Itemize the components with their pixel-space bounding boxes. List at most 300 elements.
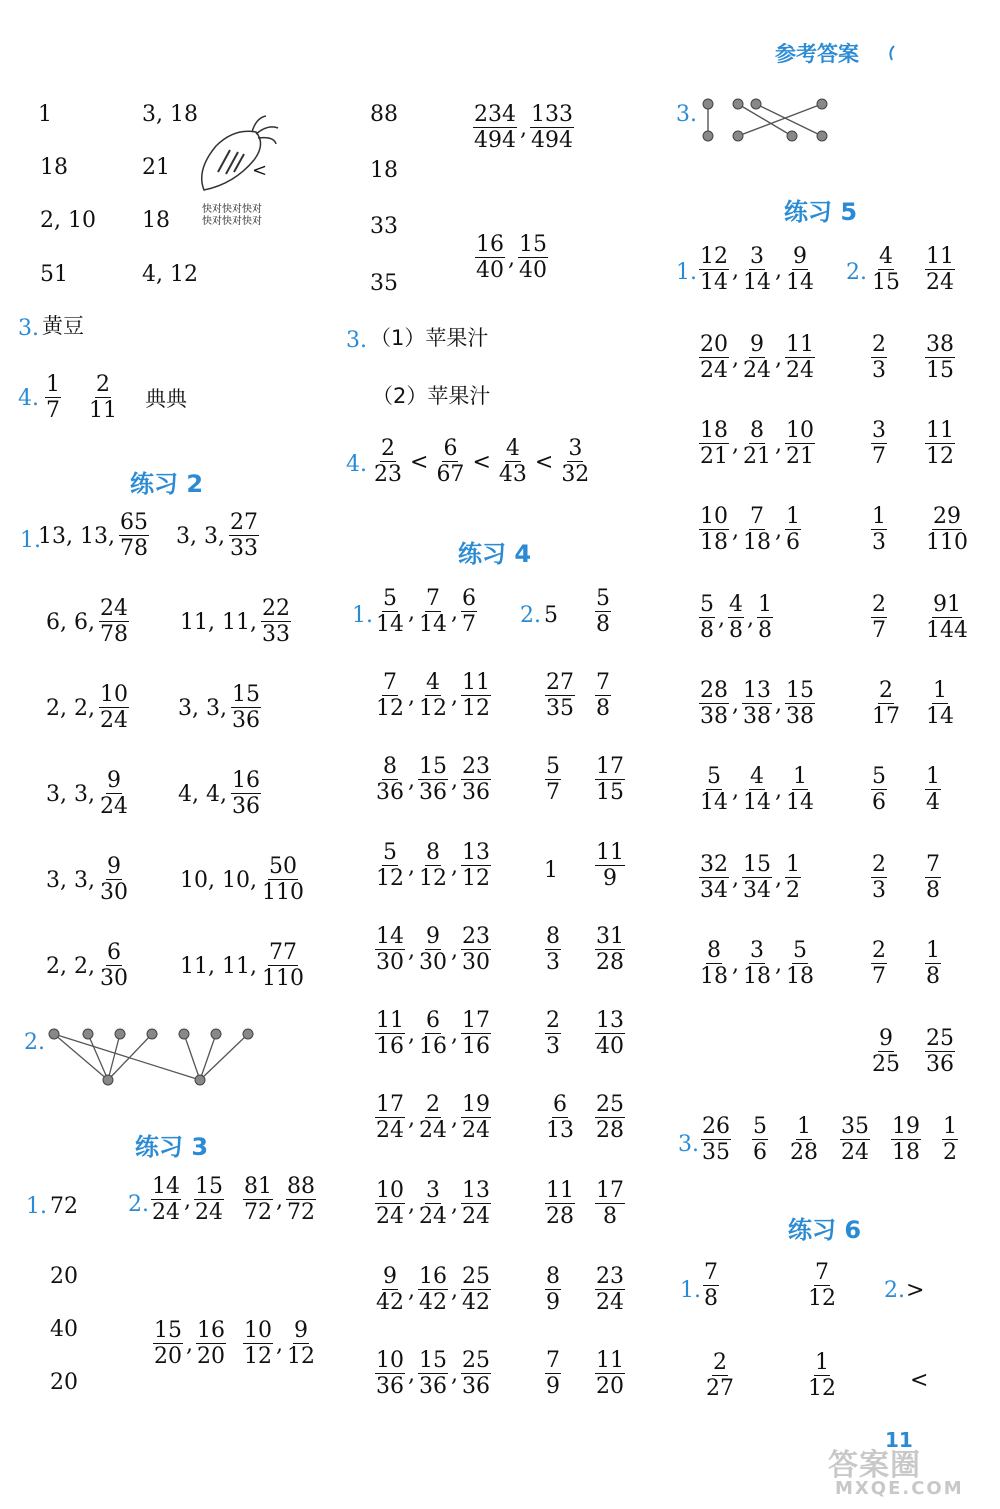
- less-than-sign: <: [410, 449, 429, 475]
- fraction: $\frac{9}{24}$: [99, 768, 128, 819]
- section-title-ex4: 练习 4: [458, 540, 532, 568]
- ex2-prefix: 2, 2,: [46, 953, 95, 979]
- fraction: $\frac{5}{14}$: [700, 764, 728, 815]
- fraction: $\frac{1}{28}$: [790, 1114, 818, 1165]
- fraction: $\frac{15}{38}$: [786, 678, 814, 729]
- ex4-row-d: [594, 1350, 626, 1398]
- ex4-row-d: [594, 1010, 626, 1058]
- fraction: $\frac{11}{12}$: [462, 670, 490, 721]
- fraction: $\frac{16}{20}$: [197, 1318, 225, 1369]
- fraction: $\frac{20}{24}$: [700, 332, 728, 383]
- c1-q3-answer: 黄豆: [42, 314, 84, 338]
- ex2-row-b: [176, 512, 260, 560]
- ex4-row-d: [594, 1094, 626, 1142]
- ex5-row-fracs: [698, 766, 816, 814]
- ex2-q1-num: 1.: [20, 528, 41, 553]
- fraction: $\frac{11}{20}$: [596, 1348, 624, 1399]
- ex4-row-c: [544, 1010, 562, 1058]
- fraction: $\frac{6}{67}$: [436, 436, 465, 487]
- fraction: $\frac{50}{110}$: [261, 854, 304, 905]
- fraction: $\frac{2}{11}$: [89, 372, 117, 423]
- c1-q3-num: 3.: [18, 316, 39, 341]
- fraction: $\frac{15}{24}$: [195, 1174, 223, 1225]
- fraction: $\frac{2}{3}$: [872, 852, 886, 903]
- ex6-row1-b: [806, 1262, 838, 1310]
- fraction: $\frac{1}{2}$: [943, 1114, 957, 1165]
- fraction: $\frac{8}{12}$: [419, 840, 447, 891]
- fraction: $\frac{11}{12}$: [926, 418, 954, 469]
- fraction: $\frac{10}{24}$: [376, 1178, 404, 1229]
- ex5-row-d: [924, 420, 956, 468]
- ex4-row-c: 1: [544, 858, 558, 883]
- ex2-prefix: 10, 10,: [180, 867, 257, 893]
- fraction: $\frac{14}{24}$: [152, 1174, 180, 1225]
- fraction: $\frac{18}{21}$: [700, 418, 728, 469]
- comma-separator: ,: [508, 245, 515, 271]
- fraction: $\frac{29}{110}$: [926, 504, 968, 555]
- fraction: $\frac{234}{494}$: [474, 102, 516, 153]
- ex2-prefix: 11, 11,: [180, 953, 257, 979]
- fraction: $\frac{25}{28}$: [596, 1092, 624, 1143]
- ex2-row-b: [180, 856, 306, 904]
- comma-separator: ,: [775, 431, 782, 457]
- ex5-row-fracs: [698, 334, 816, 382]
- fraction: $\frac{4}{14}$: [743, 764, 771, 815]
- fraction: $\frac{10}{21}$: [786, 418, 814, 469]
- ex4-row-fracs: [374, 926, 492, 974]
- fraction: $\frac{13}{38}$: [743, 678, 771, 729]
- comma-separator: ,: [718, 605, 725, 631]
- comma-separator: ,: [732, 777, 739, 803]
- comma-separator: ,: [520, 115, 527, 141]
- fraction: $\frac{13}{12}$: [462, 840, 490, 891]
- fraction: $\frac{1}{8}$: [758, 592, 772, 643]
- ex5-q2-num: 2.: [846, 260, 867, 285]
- fraction: $\frac{23}{36}$: [462, 754, 490, 805]
- comma-separator: ,: [408, 1105, 415, 1131]
- fraction: $\frac{65}{78}$: [119, 510, 148, 561]
- comma-separator: ,: [775, 345, 782, 371]
- ex2-prefix: 11, 11,: [180, 609, 257, 635]
- fraction: $\frac{11}{9}$: [596, 840, 624, 891]
- fraction: $\frac{26}{35}$: [702, 1114, 730, 1165]
- ex3-q2-row1-right: [242, 1176, 317, 1224]
- fraction: $\frac{12}{14}$: [700, 244, 728, 295]
- fraction: $\frac{5}{14}$: [376, 586, 404, 637]
- ex2-prefix: 3, 3,: [178, 695, 227, 721]
- fraction: $\frac{10}{24}$: [99, 682, 128, 733]
- fraction: $\frac{35}{24}$: [841, 1114, 869, 1165]
- fraction: $\frac{9}{42}$: [376, 1264, 404, 1315]
- fraction: $\frac{15}{36}$: [419, 1348, 447, 1399]
- comma-separator: ,: [732, 517, 739, 543]
- ex2-prefix: 6, 6,: [46, 609, 95, 635]
- fraction: $\frac{8}{18}$: [700, 938, 728, 989]
- fraction: $\frac{6}{30}$: [99, 940, 128, 991]
- fraction: $\frac{7}{8}$: [926, 852, 940, 903]
- fraction: $\frac{13}{24}$: [462, 1178, 490, 1229]
- ex4-row-fracs: [374, 1010, 492, 1058]
- comma-separator: ,: [451, 1277, 458, 1303]
- fraction: $\frac{17}{8}$: [596, 1178, 624, 1229]
- fraction: $\frac{5}{12}$: [376, 840, 404, 891]
- fraction: $\frac{1}{12}$: [808, 1350, 836, 1401]
- ex5-row-c: [870, 766, 888, 814]
- fraction: $\frac{88}{72}$: [287, 1174, 315, 1225]
- c2-q3-answer-1: （1）苹果汁: [370, 326, 489, 350]
- fraction: $\frac{1}{14}$: [786, 764, 814, 815]
- comma-separator: ,: [732, 257, 739, 283]
- fraction: $\frac{8}{36}$: [376, 754, 404, 805]
- carrot-caption-2: 快对快对快对: [202, 216, 262, 227]
- fraction: $\frac{91}{144}$: [926, 592, 968, 643]
- ex4-row-c: [544, 1350, 562, 1398]
- c2-top-fracs-2: [474, 234, 549, 282]
- c1-q4-answer: 典典: [145, 387, 187, 411]
- ex6-q2-num: 2.: [884, 1278, 905, 1303]
- section-title-ex5: 练习 5: [784, 198, 858, 226]
- fraction: $\frac{17}{15}$: [596, 754, 624, 805]
- ex4-row-fracs: [374, 1094, 492, 1142]
- fraction: $\frac{3}{7}$: [872, 418, 886, 469]
- ex4-row-d: [594, 1266, 626, 1314]
- comma-separator: ,: [775, 517, 782, 543]
- ex6-row2-b: [806, 1352, 838, 1400]
- ex3-q2-num: 2.: [128, 1192, 149, 1217]
- fraction: $\frac{2}{24}$: [419, 1092, 447, 1143]
- fraction: $\frac{23}{30}$: [462, 924, 490, 975]
- fraction: $\frac{7}{8}$: [704, 1260, 718, 1311]
- fraction: $\frac{25}{42}$: [462, 1264, 490, 1315]
- ex3-q1-num: 1.: [26, 1194, 47, 1219]
- fraction: $\frac{5}{6}$: [872, 764, 886, 815]
- ex5-row-c: [870, 420, 888, 468]
- ex3-q1-value: 72: [50, 1194, 78, 1219]
- ex5-row-c: [870, 334, 888, 382]
- less-than-sign: <: [534, 449, 554, 475]
- fraction: $\frac{1}{8}$: [926, 938, 940, 989]
- ex2-prefix: 13, 13,: [38, 523, 115, 549]
- ex6-q1-num: 1.: [680, 1278, 701, 1303]
- fraction: $\frac{11}{16}$: [376, 1008, 404, 1059]
- ex4-row-c: [544, 926, 562, 974]
- fraction: $\frac{3}{18}$: [743, 938, 771, 989]
- c1-pair1-a: 1: [38, 102, 52, 127]
- comma-separator: ,: [747, 605, 754, 631]
- ex4-row-c: [544, 1266, 562, 1314]
- page-number: 11: [885, 1428, 913, 1452]
- ex4-row-fracs: [374, 672, 492, 720]
- fraction: $\frac{1}{2}$: [786, 852, 800, 903]
- ex3-q2-row2-left: [152, 1320, 227, 1368]
- fraction: $\frac{5}{7}$: [546, 754, 560, 805]
- fraction: $\frac{25}{36}$: [926, 1026, 954, 1077]
- ex4-row-d: [594, 926, 626, 974]
- ex2-row-a: [46, 684, 130, 732]
- ex2-row-a: [46, 598, 130, 646]
- ex4-q1-num: 1.: [352, 603, 373, 628]
- fraction: $\frac{6}{13}$: [546, 1092, 574, 1143]
- ex5-row-d: [924, 680, 956, 728]
- ex4-row-c: [544, 1094, 576, 1142]
- ex2-row-b: [178, 770, 262, 818]
- fraction: $\frac{2}{7}$: [872, 938, 886, 989]
- ex5-row-d: [924, 594, 970, 642]
- ex5-row-fracs: [698, 940, 816, 988]
- ex3-q1-value: 20: [50, 1264, 78, 1289]
- ex5-row-d: [924, 766, 942, 814]
- fraction: $\frac{9}{30}$: [99, 854, 128, 905]
- ex2-prefix: 2, 2,: [46, 695, 95, 721]
- ex5-q3-answers: [700, 1116, 978, 1164]
- c1-pair4-a: 51: [40, 262, 68, 287]
- comma-separator: ,: [276, 1187, 283, 1213]
- fraction: $\frac{5}{8}$: [700, 592, 714, 643]
- fraction: $\frac{13}{40}$: [596, 1008, 624, 1059]
- comma-separator: ,: [775, 951, 782, 977]
- comma-separator: ,: [732, 951, 739, 977]
- fraction: $\frac{9}{12}$: [287, 1318, 315, 1369]
- fraction: $\frac{2}{7}$: [872, 592, 886, 643]
- section-title-ex2: 练习 2: [130, 470, 204, 498]
- fraction: $\frac{15}{40}$: [519, 232, 547, 283]
- fraction: $\frac{8}{21}$: [743, 418, 771, 469]
- comma-separator: ,: [451, 1361, 458, 1387]
- c2-q3-num: 3.: [346, 328, 367, 353]
- ex5-row-fracs: [698, 680, 816, 728]
- comma-separator: ,: [408, 1361, 415, 1387]
- less-than-sign: <: [472, 449, 491, 475]
- section-title-ex6: 练习 6: [788, 1216, 862, 1244]
- ex2-prefix: 3, 3,: [46, 781, 95, 807]
- fraction: $\frac{2}{3}$: [872, 332, 886, 383]
- comma-separator: ,: [451, 1021, 458, 1047]
- ex6-row2-a: [704, 1352, 736, 1400]
- ex4-row-fracs: [374, 842, 492, 890]
- ex2-row-a: [46, 856, 130, 904]
- fraction: $\frac{2}{17}$: [872, 678, 900, 729]
- fraction: $\frac{7}{18}$: [743, 504, 771, 555]
- carrot-illustration: [194, 110, 284, 202]
- ex5-row-fracs: [698, 246, 816, 294]
- comma-separator: ,: [775, 777, 782, 803]
- ex5-row-c: [870, 1028, 902, 1076]
- fraction: $\frac{1}{4}$: [926, 764, 940, 815]
- ex2-row-a: [38, 512, 150, 560]
- ex5-row-fracs: [698, 506, 802, 554]
- ex2-q2-matching-diagram: [40, 1018, 270, 1098]
- comma-separator: ,: [408, 1277, 415, 1303]
- fraction: $\frac{9}{14}$: [786, 244, 814, 295]
- fraction: $\frac{7}{12}$: [376, 670, 404, 721]
- ex5-row-c: [870, 854, 888, 902]
- c2-value: 88: [370, 102, 398, 127]
- comma-separator: ,: [775, 257, 782, 283]
- c2-value: 18: [370, 158, 398, 183]
- fraction: $\frac{17}{24}$: [376, 1092, 404, 1143]
- ex4-row-d: [594, 842, 626, 890]
- ex5-row-d: [924, 246, 956, 294]
- fraction: $\frac{19}{18}$: [892, 1114, 920, 1165]
- page-header-title: 参考答案: [775, 42, 859, 66]
- ex4-row-c: [544, 672, 576, 720]
- ex5-q3-num: 3.: [678, 1132, 699, 1157]
- fraction: $\frac{3}{14}$: [743, 244, 771, 295]
- ex4-row-fracs: [374, 588, 478, 636]
- ex6-row1-a: [702, 1262, 720, 1310]
- comma-separator: ,: [408, 1021, 415, 1047]
- ex3-q2-row2-right: [242, 1320, 317, 1368]
- header-quote-mark: [884, 44, 898, 62]
- c2-value: 33: [370, 214, 398, 239]
- ex4-q2-first: 5: [544, 603, 558, 628]
- ex2-prefix: 3, 3,: [176, 523, 225, 549]
- fraction: $\frac{10}{18}$: [700, 504, 728, 555]
- fraction: $\frac{16}{40}$: [476, 232, 504, 283]
- ex6-sign-1: >: [906, 1278, 925, 1303]
- c1-q4: [18, 374, 187, 422]
- comma-separator: ,: [732, 691, 739, 717]
- comma-separator: ,: [451, 937, 458, 963]
- fraction: $\frac{1}{6}$: [786, 504, 800, 555]
- c2-top-fracs-1: [472, 104, 575, 152]
- fraction: $\frac{2}{3}$: [546, 1008, 560, 1059]
- fraction: $\frac{7}{9}$: [546, 1348, 560, 1399]
- ex3-q1-value: 20: [50, 1370, 78, 1395]
- ex5-row-d: [924, 940, 942, 988]
- c2-q4-inequality: [372, 438, 591, 486]
- fraction: $\frac{38}{15}$: [926, 332, 954, 383]
- fraction: $\frac{27}{33}$: [229, 510, 258, 561]
- fraction: $\frac{14}{30}$: [376, 924, 404, 975]
- fraction: $\frac{7}{8}$: [596, 670, 610, 721]
- c3-q3-matching-diagram: [696, 94, 836, 146]
- ex2-prefix: 3, 3,: [46, 867, 95, 893]
- fraction: $\frac{133}{494}$: [531, 102, 573, 153]
- carrot-caption-1: 快对快对快对: [202, 204, 262, 215]
- c2-q3-answer-2: （2）苹果汁: [372, 384, 491, 408]
- fraction: $\frac{4}{12}$: [419, 670, 447, 721]
- ex5-row-fracs: [698, 854, 802, 902]
- fraction: $\frac{5}{8}$: [596, 586, 610, 637]
- fraction: $\frac{11}{24}$: [786, 332, 814, 383]
- comma-separator: ,: [184, 1187, 191, 1213]
- fraction: $\frac{24}{78}$: [99, 596, 128, 647]
- ex5-row-c: [870, 506, 888, 554]
- c1-q4-num: 4.: [18, 385, 39, 411]
- ex2-row-b: [178, 684, 262, 732]
- fraction: $\frac{3}{32}$: [561, 436, 590, 487]
- comma-separator: ,: [451, 599, 458, 625]
- fraction: $\frac{81}{72}$: [244, 1174, 272, 1225]
- fraction: $\frac{8}{3}$: [546, 924, 560, 975]
- c1-pair2-a: 18: [40, 155, 68, 180]
- ex2-prefix: 4, 4,: [178, 781, 227, 807]
- ex2-q2-num: 2.: [24, 1030, 45, 1055]
- comma-separator: ,: [276, 1331, 283, 1357]
- fraction: $\frac{15}{36}$: [419, 754, 447, 805]
- comma-separator: ,: [408, 683, 415, 709]
- comma-separator: ,: [186, 1331, 193, 1357]
- ex2-row-b: [180, 942, 306, 990]
- fraction: $\frac{6}{7}$: [462, 586, 476, 637]
- ex2-row-b: [180, 598, 292, 646]
- comma-separator: ,: [408, 937, 415, 963]
- ex5-row-fracs: [698, 420, 816, 468]
- fraction: $\frac{11}{28}$: [546, 1178, 574, 1229]
- ex4-row-fracs: [374, 1180, 492, 1228]
- fraction: $\frac{5}{6}$: [753, 1114, 767, 1165]
- fraction: $\frac{15}{34}$: [743, 852, 771, 903]
- fraction: $\frac{16}{36}$: [231, 768, 260, 819]
- fraction: $\frac{11}{24}$: [926, 244, 954, 295]
- ex3-q2-row1-left: [150, 1176, 225, 1224]
- ex5-row-c: [870, 246, 902, 294]
- ex4-row-d: [594, 588, 612, 636]
- comma-separator: ,: [732, 345, 739, 371]
- fraction: $\frac{19}{24}$: [462, 1092, 490, 1143]
- ex5-row-d: [924, 1028, 956, 1076]
- fraction: $\frac{25}{36}$: [462, 1348, 490, 1399]
- fraction: $\frac{8}{9}$: [546, 1264, 560, 1315]
- fraction: $\frac{3}{24}$: [419, 1178, 447, 1229]
- ex5-row-d: [924, 854, 942, 902]
- comma-separator: ,: [451, 1191, 458, 1217]
- fraction: $\frac{27}{35}$: [546, 670, 574, 721]
- section-title-ex3: 练习 3: [135, 1133, 209, 1161]
- c3-q3-num: 3.: [676, 102, 697, 127]
- fraction: $\frac{23}{24}$: [596, 1264, 624, 1315]
- fraction: $\frac{1}{14}$: [926, 678, 954, 729]
- fraction: $\frac{1}{7}$: [46, 372, 60, 423]
- fraction: $\frac{6}{16}$: [419, 1008, 447, 1059]
- fraction: $\frac{4}{15}$: [872, 244, 900, 295]
- ex5-row-d: [924, 506, 970, 554]
- c2-value: 35: [370, 271, 398, 296]
- comma-separator: ,: [775, 691, 782, 717]
- ex4-row-d: [594, 1180, 626, 1228]
- fraction: $\frac{28}{38}$: [700, 678, 728, 729]
- fraction: $\frac{4}{8}$: [729, 592, 743, 643]
- comma-separator: ,: [408, 767, 415, 793]
- ex3-q1-value: 40: [50, 1317, 78, 1342]
- fraction: $\frac{32}{34}$: [700, 852, 728, 903]
- ex4-row-fracs: [374, 1266, 492, 1314]
- fraction: $\frac{9}{24}$: [743, 332, 771, 383]
- fraction: $\frac{16}{42}$: [419, 1264, 447, 1315]
- ex4-row-fracs: [374, 1350, 492, 1398]
- fraction: $\frac{17}{16}$: [462, 1008, 490, 1059]
- ex5-q1-num: 1.: [676, 260, 697, 285]
- c1-pair1-b: 3, 18: [142, 102, 198, 127]
- fraction: $\frac{15}{36}$: [231, 682, 260, 733]
- ex5-row-fracs: [698, 594, 774, 642]
- fraction: $\frac{10}{12}$: [244, 1318, 272, 1369]
- comma-separator: ,: [408, 1191, 415, 1217]
- fraction: $\frac{7}{14}$: [419, 586, 447, 637]
- ex4-row-d: [594, 756, 626, 804]
- watermark-url: MXQE.COM: [835, 1478, 964, 1499]
- fraction: $\frac{77}{110}$: [261, 940, 304, 991]
- fraction: $\frac{10}{36}$: [376, 1348, 404, 1399]
- c1-pair3-a: 2, 10: [40, 208, 96, 233]
- c1-pair3-b: 18: [142, 208, 170, 233]
- fraction: $\frac{2}{23}$: [374, 436, 402, 487]
- ex5-row-c: [870, 594, 888, 642]
- ex5-row-c: [870, 940, 888, 988]
- comma-separator: ,: [408, 853, 415, 879]
- ex6-sign-2: <: [910, 1368, 929, 1393]
